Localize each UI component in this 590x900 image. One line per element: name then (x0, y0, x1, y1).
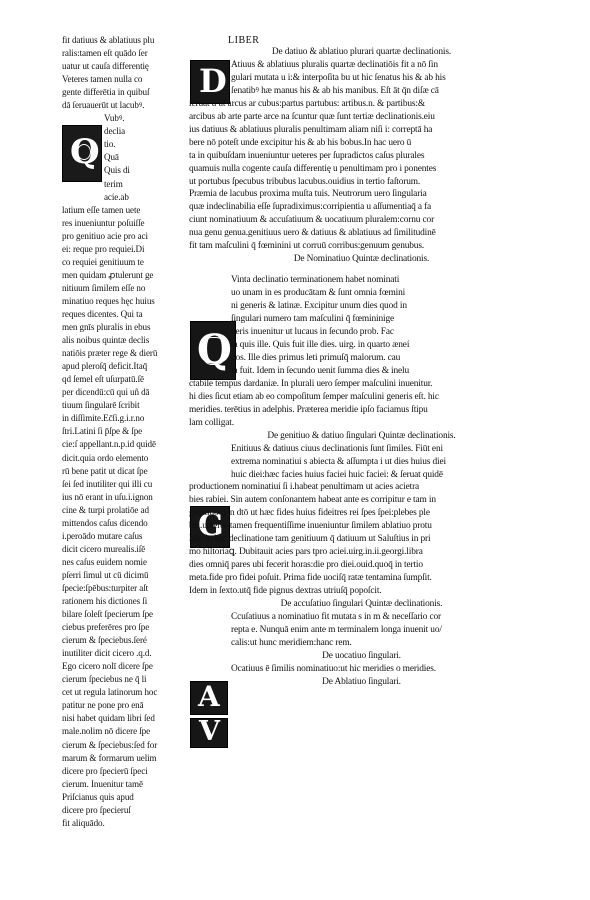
text-line: ta in quibuſdam inueniuntur ueteres per ſupradictos caſus plurales (189, 150, 425, 161)
section-heading: De accuſatiuo ſingulari Quintæ declinationis. (280, 599, 443, 610)
margin-line: marum & formarum uelim (62, 752, 157, 763)
text-line: dos. Ille dies primus leti primuſq̄ malorum. cau (231, 352, 401, 363)
margin-line: qd ſemel eſt uſurpatū.ſē (62, 374, 144, 385)
margin-line: pro genitiuo acie pro aci (62, 230, 148, 241)
text-line: ſa fuit. Idem in ſecundo uenit ſumma dies & inelu (231, 365, 410, 376)
margin-line: acie.ab (104, 191, 129, 202)
text-line: ut portubus ſpecubus tribubus lacubus.ouidius in tertio faſtorum. (189, 176, 421, 187)
margin-line: nitiuum ſimilem eſſe no (62, 282, 146, 293)
margin-decorated-initial: Q (62, 125, 102, 182)
margin-line: in diſſimite.Ec̄ſi.g.i.r.no (62, 413, 145, 424)
section-heading: De Ablatiuo ſingulari. (322, 676, 401, 687)
margin-line: latium eſſe tamen uete (62, 204, 141, 215)
decorated-initial-a: A (190, 681, 228, 715)
margin-line: cierum & ſpeciebus:ſed for (62, 739, 158, 750)
margin-line: cie:ſ appellant.n.p.id quidē (62, 439, 156, 450)
text-line: ius datiuus & ablatiuus pluralis penultimam aliam niſi i: correptā ha (189, 124, 433, 135)
text-line: Idem in ſexto.utq̄ fide pignus dextras utriuſq̄ popoſcit. (189, 586, 382, 597)
text-line: ſenatibꝰ hæ manus his & ab his manibus. Eſt āt q̄n diſæ cā (231, 85, 439, 96)
text-line: liſſe in hac declinatione tam genitiuum q̄ datiuum ut Saluſtius in pri (189, 534, 431, 545)
margin-line: rationem his dictiones ſi (62, 596, 148, 607)
margin-line: alis noibus quintæ declis (62, 335, 150, 346)
margin-line: dicit.quia ordo elemento (62, 452, 149, 463)
text-line: neris inuenitur ut lucaus in ſecundo prob. Fac (231, 327, 394, 338)
margin-line: ralis:tamen eſt quādo ſer (62, 48, 148, 59)
margin-line: Veteres tamen nulla co (62, 74, 143, 85)
margin-line: terim (104, 178, 123, 189)
margin-line: ei: reque pro requiei.Di (62, 243, 145, 254)
margin-line: patitur ne pone pro enā (62, 700, 144, 711)
margin-line: ſpecie:ſpēbus:turpiter aſt (62, 582, 149, 593)
decorated-initial-d: D (190, 60, 230, 104)
margin-line: res inueniuntur poſuiſſe (62, 217, 145, 228)
margin-line: mittendos caſus dicendo (62, 517, 148, 528)
margin-line: dicere pro ſpecierū ſpeci (62, 765, 148, 776)
text-line: hi dies ſicut etiam ab eo compoſitum ſemper maſculini generis eſt. hic (189, 391, 439, 402)
text-line: Enitiuus & datiuus ciuus declinationis ſunt ſimiles. Fiūt eni (231, 443, 443, 454)
margin-line: cet ut regula latinorum hoc (62, 687, 158, 698)
text-line: meta.fide pro fidei poſuit. Prima fide uociſq̄ ratæ tentamina ſumpſit. (189, 573, 432, 584)
text-line: repta e. Nunquā enim ante m terminalem longa inuenit uo/ (231, 624, 442, 635)
margin-line: Ego cicero nolī dicere ſpe (62, 661, 153, 672)
margin-line: uatur ut cauſa differentię (62, 61, 149, 72)
margin-line: fit datiuus & ablatiuus plu (62, 35, 155, 45)
margin-line: cierum ſpeciebus ne q̄ li (62, 674, 147, 685)
text-line: fit tam maſculini q̄ fœminini ut corruū corribus:genuum genubus. (189, 241, 425, 252)
margin-line: declia (104, 126, 126, 137)
text-line: mo hiſtoriaꝗ. Dubitauit acies pars tpro aciei.uirg.in.ii.georgi.libra (189, 547, 423, 558)
text-line: genitiuo q̄ in dtō ut hæc fides huius fideitres rei ſpes ſpei:plebes ple (189, 508, 430, 519)
main-text-column (189, 46, 534, 689)
margin-line: men quidam ꝓtulerunt ge (62, 269, 154, 280)
margin-line: cine & turpi prolatiōe ad (62, 504, 149, 515)
decorated-initial-q: Q (190, 321, 236, 380)
margin-line: reques dicentes. Qui ta (62, 308, 143, 319)
margin-line: dicit cicero murealis.iſē (62, 543, 146, 554)
margin-line: Quis di (104, 165, 130, 176)
text-line: arcibus ab arte parte arce na ſcuntur quæ ſunt tertiæ declinationis.eiu (189, 111, 435, 122)
text-line: productionem nominatiui ſi i.habeat penultimam ut acies acietra (189, 482, 420, 493)
margin-line: fit aliquādo. (62, 817, 105, 828)
decorated-initial-g: G (190, 506, 230, 548)
margin-line: apud pleroſq̄ deficit.Itaq̄ (62, 361, 148, 372)
section-heading: De Nominatiuo Quintæ declinationis. (293, 254, 430, 265)
margin-line: gente differētia in quibuſ (62, 87, 150, 98)
margin-line: inutiliter dicit cicero .q.d. (62, 648, 152, 659)
text-line: Atiuus & ablatiuus pluralis quartæ declinatiōis fit a nō ſin (231, 59, 438, 70)
margin-line: i.peroādo mutare caſus (62, 530, 143, 541)
text-line: Ocatiuus ē ſimilis nominatiuo:ut hic meridies o meridies. (231, 663, 436, 674)
margin-line: male.nolim nō dicere ſpe (62, 726, 151, 737)
text-line: dies omniq̄ pares ubi fecerit horas:die pro diei.ouid.quoq̄ in tertio (189, 560, 423, 571)
running-title: LIBER (228, 35, 260, 46)
text-line: ctabile tempus dardaniæ. In plurali uero ſemper maſculini inuenitur. (189, 378, 433, 389)
text-line: nua genu genua.genitiuus uero & datiuus & ablatiuus ad ſimilitudinē (189, 228, 436, 239)
margin-line: Vubꝰ. (104, 113, 125, 124)
margin-line: ſei ſed inutiliter qui illi cu (62, 478, 153, 489)
text-line: ni generis & latinæ. Excipitur unum dies quod in (231, 301, 407, 312)
decorated-initial-v: V (190, 718, 228, 748)
margin-line: cierum. Inuenitur tamē (62, 778, 143, 789)
text-line: bies rabiei. Sin autem conſonantem habeat ante es corripitur e tam in (189, 495, 436, 506)
text-line: extrema nominatiui s abiecta & aſſumpta i ut dies huius diei (231, 456, 446, 467)
margin-commentary (62, 34, 184, 830)
text-line: ſeruat u ut arcus ar cubus:partus partubus: artibus.n. & partibus:& (189, 98, 425, 109)
margin-line: tio. (104, 139, 116, 150)
margin-line: bilare ſoleſt ſpecierum ſpe (62, 609, 153, 620)
margin-line: dicere pro ſpecieruſ (62, 804, 131, 815)
text-line: Præmia de lacubus proxima muſta tuis. Neutrorum uero ſingularia (189, 189, 427, 200)
text-line: Ccuſatiuus a nominatiuo fit mutata s in m & neceſſario cor (231, 611, 441, 622)
text-line: ta quis ille. Quis fuit ille dies. uirg. in quarto æneí (231, 339, 410, 350)
text-line: ciunt nominatiuum & accuſatiuum & uocatiuum pluralem:cornu cor (189, 215, 435, 226)
margin-line: rū bene patit ut dicat ſpe (62, 465, 148, 476)
margin-line: nisi habet quidam libri ſed (62, 713, 155, 724)
margin-line: ſtri.Latini ſi p̄ſpe & ſpe (62, 426, 143, 437)
margin-line: Priſcianus quis apud (62, 791, 134, 802)
text-line: quæ indeclinabilia eſſe ſupradiximus:corripientia u aſſumentiaq̄ a fa (189, 202, 432, 213)
margin-line: pſerri ſimul ut cū dicimū (62, 569, 149, 580)
text-line: calis:ut hunc meridiem:hanc rem. (231, 637, 352, 648)
margin-line: nes caſus euidem nomie (62, 556, 147, 567)
text-line: lam colligat. (189, 417, 234, 428)
margin-line: dā ſeruauerūt ut lacubꝰ. (62, 100, 145, 111)
text-line: meridies. terētius in adelphis. Præterea meridie ipſo faciamus ſtipu (189, 404, 428, 415)
section-heading: De datiuo & ablatiuo plurari quartæ declinationis. (271, 47, 452, 57)
margin-line: natiōis præter rege & dierū (62, 348, 158, 359)
margin-line: co requiei genitiuum te (62, 256, 144, 267)
section-heading: De uocatiuo ſingulari. (322, 650, 401, 661)
margin-line: minatiuo reques hęc huius (62, 295, 155, 306)
margin-line: men gnīs pluralis in ebus (62, 322, 151, 333)
margin-line: per dicendū:cū qui uñ dā (62, 387, 150, 398)
text-line: gulari mutata u i:& interpoſita bu ut hic ſenatus his & ab his (231, 72, 446, 83)
text-line: bei.ucteres tamen frequentiſſime inueniuntur ſimilem ablatiuo protu (189, 521, 432, 532)
text-line: uo unam in es producātam & ſunt omnia fœmini (231, 288, 406, 299)
section-heading: De genitiuo & datiuo ſingulari Quintæ declinationis. (267, 430, 456, 441)
text-line: huic diei:hæc facies huius faciei huic faciei: & ſeruat quidē (231, 469, 443, 480)
margin-line: cierum & ſpeciebus.ſeré (62, 635, 147, 646)
text-line: Vinta declinatio terminationem habet nominati (231, 275, 400, 286)
text-line: ſingulari numero tam maſculini q̄ fœmininige (231, 314, 395, 325)
text-line: quamuis nulla cogente cauſa differentię u penultimam pro i ponentes (189, 163, 437, 174)
margin-line: tiuum ſingularē ſcribit (62, 400, 140, 411)
margin-line: ciebus preferēres pro ſpe (62, 622, 150, 633)
margin-line: ius nō erant in uſu.i.ignon (62, 491, 153, 502)
margin-line: Quā (104, 152, 119, 163)
text-line: bere nō poteſt unde excipitur his & ab his bobus.In hac uero ū (189, 137, 412, 148)
